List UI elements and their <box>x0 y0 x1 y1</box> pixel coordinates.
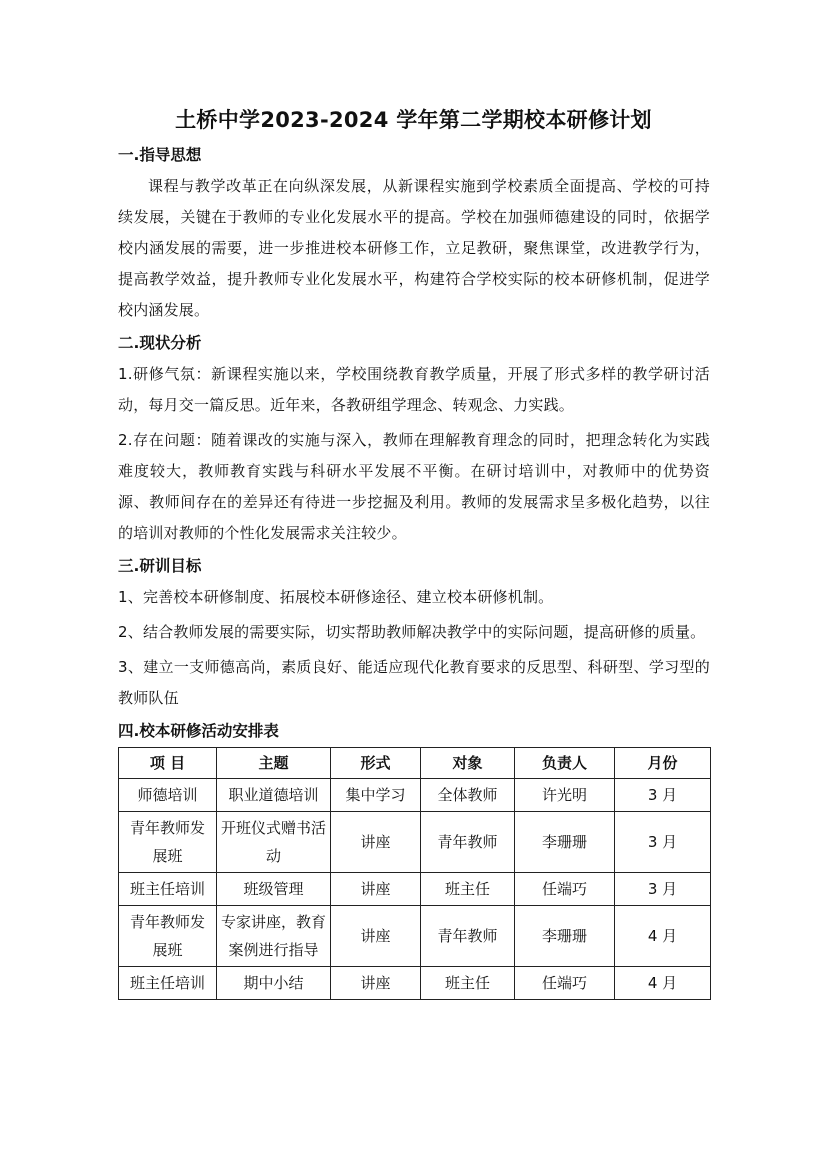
document-body <box>118 142 710 1000</box>
table-cell: 师德培训 <box>119 779 217 812</box>
header-cell: 主题 <box>217 748 331 779</box>
table-cell: 任端巧 <box>515 967 615 1000</box>
table-cell: 讲座 <box>331 967 421 1000</box>
table-cell: 班主任 <box>421 967 515 1000</box>
status-paragraph-1: 1.研修气氛：新课程实施以来，学校围绕教育教学质量，开展了形式多样的教学研讨活动，每月交一篇反思。近年来，各教研组学理念、转观念、力实践。 <box>118 365 710 414</box>
table-cell: 青年教师发展班 <box>119 812 217 873</box>
header-cell: 负责人 <box>515 748 615 779</box>
table-cell: 职业道德培训 <box>217 779 331 812</box>
table-cell: 青年教师 <box>421 906 515 967</box>
table-cell: 青年教师 <box>421 812 515 873</box>
table-row <box>119 967 711 1000</box>
status-paragraph-2: 2.存在问题：随着课改的实施与深入，教师在理解教育理念的同时，把理念转化为实践难度较大，教师教育实践与科研水平发展不平衡。在研讨培训中，对教师中的优势资源、教师间存在的差异还有待进一步挖掘及利用。教师的发展需求呈多极化趋势，以往的培训对教师的个性化发展需求关注较少。 <box>118 431 710 542</box>
table-cell: 李珊珊 <box>515 812 615 873</box>
table-cell: 4 月 <box>615 906 711 967</box>
header-cell: 形式 <box>331 748 421 779</box>
table-cell: 集中学习 <box>331 779 421 812</box>
table-cell: 全体教师 <box>421 779 515 812</box>
table-header-row <box>119 748 711 779</box>
table-cell: 讲座 <box>331 906 421 967</box>
table-cell: 专家讲座，教育案例进行指导 <box>217 906 331 967</box>
table-row <box>119 906 711 967</box>
schedule-table <box>118 747 711 1000</box>
table-cell: 3 月 <box>615 873 711 906</box>
table-cell: 任端巧 <box>515 873 615 906</box>
guiding-paragraph: 课程与教学改革正在向纵深发展，从新课程实施到学校素质全面提高、学校的可持续发展，关键在于教师的专业化发展水平的提高。学校在加强师德建设的同时，依据学校内涵发展的需要，进一步推进校本研修工作，立足教研，聚焦课堂，改进教学行为，提高教学效益，提升教师专业化发展水平，构建符合学校实际的校本研修机制，促进学校内涵发展。 <box>118 177 710 319</box>
section-heading-status: 二.现状分析 <box>118 334 202 352</box>
goal-item-3: 3、建立一支师德高尚，素质良好、能适应现代化教育要求的反思型、科研型、学习型的教师队伍 <box>118 658 710 707</box>
table-cell: 期中小结 <box>217 967 331 1000</box>
section-heading-guiding: 一.指导思想 <box>118 146 202 164</box>
table-row <box>119 779 711 812</box>
header-cell: 对象 <box>421 748 515 779</box>
table-row <box>119 873 711 906</box>
header-cell: 月份 <box>615 748 711 779</box>
goal-item-2: 2、结合教师发展的需要实际，切实帮助教师解决教学中的实际问题，提高研修的质量。 <box>118 623 706 641</box>
section-heading-schedule: 四.校本研修活动安排表 <box>118 722 279 740</box>
table-cell: 李珊珊 <box>515 906 615 967</box>
table-cell: 3 月 <box>615 812 711 873</box>
table-cell: 班主任培训 <box>119 873 217 906</box>
table-cell: 讲座 <box>331 812 421 873</box>
section-heading-goals: 三.研训目标 <box>118 557 202 575</box>
table-row <box>119 812 711 873</box>
table-cell: 青年教师发展班 <box>119 906 217 967</box>
table-cell: 班主任培训 <box>119 967 217 1000</box>
header-cell: 项 目 <box>119 748 217 779</box>
table-cell: 开班仪式赠书活动 <box>217 812 331 873</box>
goal-item-1: 1、完善校本研修制度、拓展校本研修途径、建立校本研修机制。 <box>118 588 554 606</box>
table-cell: 4 月 <box>615 967 711 1000</box>
table-cell: 许光明 <box>515 779 615 812</box>
table-cell: 班级管理 <box>217 873 331 906</box>
table-cell: 3 月 <box>615 779 711 812</box>
table-cell: 班主任 <box>421 873 515 906</box>
document-title: 土桥中学2023-2024 学年第二学期校本研修计划 <box>175 108 652 132</box>
table-cell: 讲座 <box>331 873 421 906</box>
